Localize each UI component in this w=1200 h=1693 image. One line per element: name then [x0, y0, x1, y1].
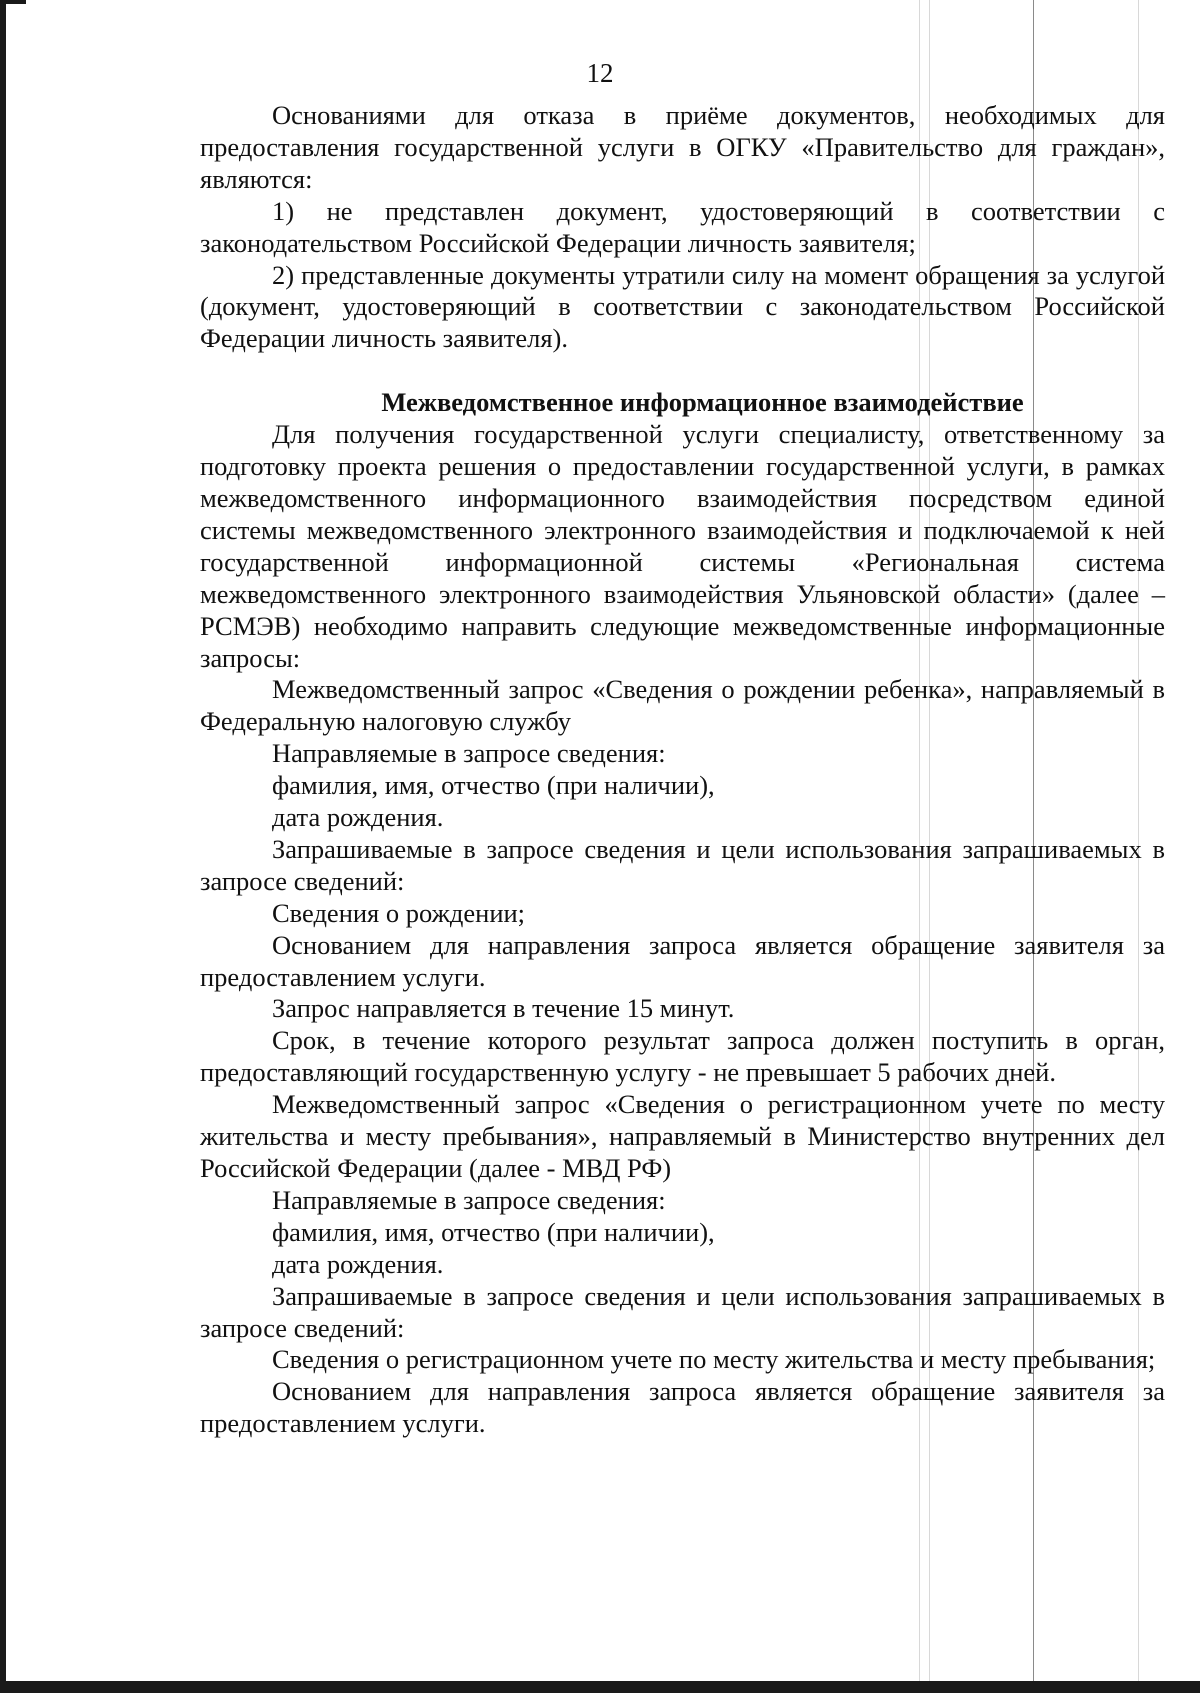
scan-border-left — [0, 0, 6, 1693]
paragraph: Основаниями для отказа в приёме документов, необходимых для предоставления государственной услуги в ОГКУ «Правительство для граждан», являются: — [200, 100, 1165, 194]
paragraph: Направляемые в запросе сведения: — [272, 1184, 666, 1215]
scan-border-top — [0, 0, 26, 4]
paragraph: Запрашиваемые в запросе сведения и цели использования запрашиваемых в запросе сведений: — [200, 833, 1165, 896]
paragraph: Основанием для направления запроса является обращение заявителя за предоставлением услуги. — [200, 929, 1165, 992]
paragraph: Сведения о рождении; — [272, 897, 526, 928]
paragraph: Для получения государственной услуги специалисту, ответственному за подготовку проекта решения о предоставлении государственной услуги, в рамках межведомственного информационного взаимодействия посредством единой системы межведомственного электронного взаимодействия и подключаемой к ней государственной информационной системы «Региональная система межведомственного электронного взаимодействия Ульяновской области» (далее – РСМЭВ) необходимо направить следующие межведомственные информационные запросы: — [200, 419, 1165, 673]
paragraph: Запрашиваемые в запросе сведения и цели использования запрашиваемых в запросе сведений: — [200, 1280, 1165, 1343]
paragraph: фамилия, имя, отчество (при наличии), — [272, 770, 715, 801]
paragraph: фамилия, имя, отчество (при наличии), — [272, 1216, 715, 1247]
paragraph: Срок, в течение которого результат запроса должен поступить в орган, предоставляющий государственную услугу - не превышает 5 рабочих дней. — [200, 1025, 1165, 1088]
paragraph: Основанием для направления запроса является обращение заявителя за предоставлением услуги. — [200, 1376, 1165, 1439]
paragraph: Запрос направляется в течение 15 минут. — [272, 993, 735, 1024]
paragraph: Межведомственный запрос «Сведения о рождении ребенка», направляемый в Федеральную налоговую службу — [200, 674, 1165, 737]
paragraph: Сведения о регистрационном учете по месту жительства и месту пребывания; — [272, 1344, 1156, 1375]
paragraph: Направляемые в запросе сведения: — [272, 738, 666, 769]
paragraph: Межведомственный запрос «Сведения о регистрационном учете по месту жительства и месту пребывания», направляемый в Министерство внутренних дел Российской Федерации (далее - МВД РФ) — [200, 1089, 1165, 1183]
spacer — [200, 355, 1165, 387]
section-heading: Межведомственное информационное взаимодействие — [381, 387, 1024, 418]
paragraph: 1) не представлен документ, удостоверяющий в соответствии с законодательством Российской Федерации личность заявителя; — [200, 195, 1165, 258]
page-number: 12 — [586, 58, 614, 88]
document-body — [200, 100, 1165, 1440]
paragraph: 2) представленные документы утратили силу на момент обращения за услугой (документ, удостоверяющий в соответствии с законодательством Российской Федерации личность заявителя). — [200, 259, 1165, 354]
paragraph: дата рождения. — [272, 802, 444, 833]
paragraph: дата рождения. — [272, 1248, 444, 1279]
scan-border-bottom — [0, 1681, 1200, 1693]
